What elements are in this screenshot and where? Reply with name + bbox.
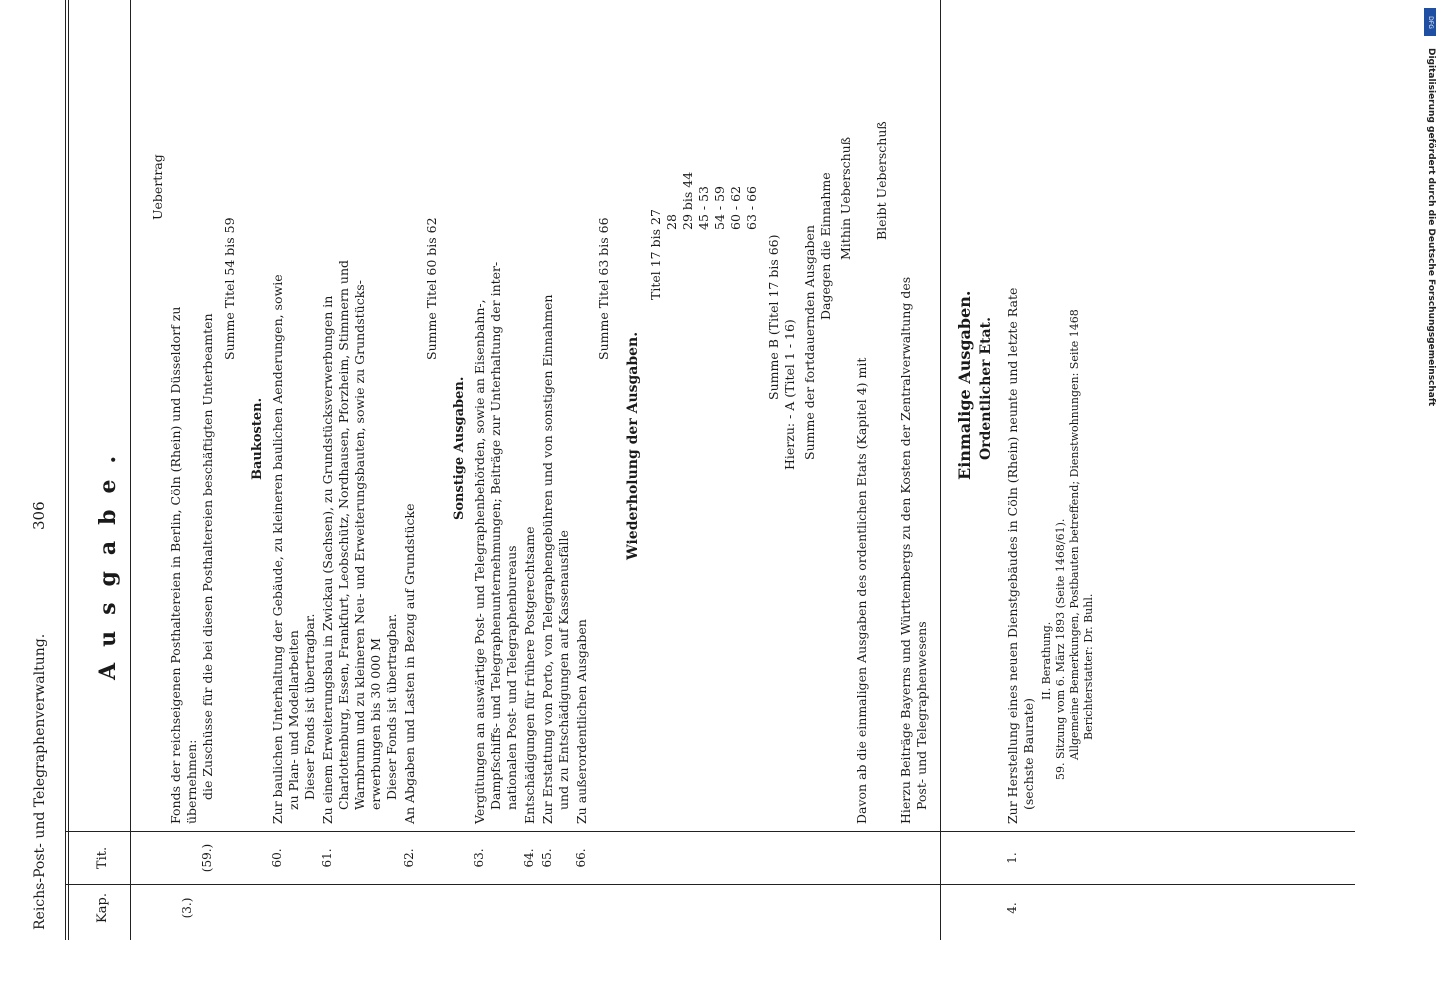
row-text: Hierzu Beiträge Bayerns und Württembergs zu den Kosten der Zentralverwaltung des <box>898 276 913 824</box>
note-text: Allgemeine Bemerkungen, Postbauten betreffend; Dienstwohnungen: Seite 1468 <box>1068 309 1081 760</box>
row-text: Dieser Fonds ist übertragbar. <box>384 613 399 800</box>
recap-label: Titel 17 bis 27 <box>648 209 663 300</box>
row-text: Vergütungen an auswärtige Post- und Telegraphenbehörden, sowie an Eisenbahn-, <box>472 299 487 824</box>
row-text: An Abgaben und Lasten in Bezug auf Grundstücke <box>402 503 417 824</box>
digitization-note-text: Digitalisierung gefördert durch die Deutsche Forschungsgemeinschaft <box>1426 48 1436 407</box>
row-text: Dampfschiffs- und Telegraphenunternehmungen; Beiträge zur Unterhaltung der inter- <box>488 261 503 810</box>
row-text: Zur baulichen Unterhaltung der Gebäude, zu kleineren baulichen Aenderungen, sowie <box>270 274 285 824</box>
recap-label: Summe der fortdauernden Ausgaben <box>802 225 817 460</box>
note-text: 59. Sitzung vom 6. März 1893 (Seite 1468/61). <box>1054 518 1067 780</box>
row-text: Zur Erstattung von Porto, von Telegraphengebühren und von sonstigen Einnahmen <box>540 294 555 824</box>
subsection-heading: Ordentlicher Etat. <box>978 317 994 460</box>
row-text: Zur Herstellung eines neuen Dienstgebäudes in Cöln (Rhein) neunte und letzte Rate <box>1005 287 1020 824</box>
section-heading: Einmalige Ausgaben. <box>955 290 974 480</box>
col-divider-tit <box>65 831 1355 832</box>
subsection-heading: Sonstige Ausgaben. <box>452 376 467 520</box>
row-text: Fonds der reichseigenen Posthaltereien in Berlin, Cöln (Rhein) und Düsseldorf zu <box>168 306 183 824</box>
running-head: Reichs-Post- und Telegraphenverwaltung. <box>32 633 48 930</box>
tit-label: (59.) <box>200 843 214 873</box>
recap-label: 28 <box>664 214 679 230</box>
row-text: Post- und Telegraphenwesens <box>914 621 929 810</box>
row-text: übernehmen: <box>184 739 199 824</box>
col-tit-heading: Tit. <box>95 846 110 870</box>
note-text: Berichterstatter: Dr. Buhl. <box>1082 593 1095 740</box>
tit-label: 65. <box>540 848 554 868</box>
kap-label: (3.) <box>180 897 194 919</box>
recap-label: Mithin Ueberschuß <box>838 136 853 260</box>
recap-label: 60 - 62 <box>728 186 743 230</box>
recap-label: 63 - 66 <box>744 186 759 230</box>
kap-label: 4. <box>1005 902 1019 914</box>
tit-label: 63. <box>472 848 486 868</box>
recap-label: Bleibt Ueberschuß <box>874 121 889 240</box>
row-text: und zu Entschädigungen auf Kassenausfälle <box>556 530 571 810</box>
section-title: Ausgabe. <box>95 439 121 680</box>
recap-label: 45 - 53 <box>696 186 711 230</box>
sum-label: Summe Titel 54 bis 59 <box>222 217 237 360</box>
page-number: 306 <box>30 501 48 530</box>
col-divider-kap <box>65 884 1355 885</box>
recap-label: 54 - 59 <box>712 186 727 230</box>
tit-label: 62. <box>402 848 416 868</box>
dfg-logo: DFG <box>1424 8 1436 36</box>
row-text: Entschädigungen für frühere Postgerechtsame <box>522 526 537 824</box>
recap-label: Dagegen die Einnahme <box>818 172 833 320</box>
tit-label: 1. <box>1005 852 1019 864</box>
recap-label: Summe B (Titel 17 bis 66) <box>766 234 781 400</box>
recap-heading: Wiederholung der Ausgaben. <box>625 331 641 560</box>
row-text: (sechste Baurate) <box>1021 698 1036 810</box>
row-text: nationalen Post- und Telegraphenbureaus <box>504 545 519 810</box>
tit-label: 61. <box>320 848 334 868</box>
recap-label: Hierzu: - A (Titel 1 - 16) <box>782 319 797 470</box>
tit-label: 64. <box>522 848 536 868</box>
row-text: Zu einem Erweiterungsbau in Zwickau (Sachsen), zu Grundstücksverwerbungen in <box>320 295 335 824</box>
table-top-rule <box>65 0 66 940</box>
row-text: die Zuschüsse für die bei diesen Posthaltereien beschäftigten Unterbeamten <box>200 313 215 800</box>
sum-label: Summe Titel 63 bis 66 <box>596 217 611 360</box>
tit-label: 60. <box>270 848 284 868</box>
table-top-rule-2 <box>68 0 69 940</box>
col-kap-heading: Kap. <box>95 893 110 923</box>
row-text: Warnbrunn und zu kleineren Neu- und Erweiterungsbauten, sowie zu Grundstücks- <box>352 280 367 810</box>
row-text: Charlottenburg, Essen, Frankfurt, Leobschütz, Nordhausen, Pforzheim, Stimmern und <box>336 260 351 810</box>
note-text: II. Berathung. <box>1040 621 1053 700</box>
row-text: zu Plan- und Modellarbeiten <box>286 630 301 810</box>
recap-label: Davon ab die einmaligen Ausgaben des ordentlichen Etats (Kapitel 4) mit <box>854 357 869 824</box>
uebertrag-label: Uebertrag <box>150 154 165 220</box>
row-text: Dieser Fonds ist übertragbar. <box>302 613 317 800</box>
tit-label: 66. <box>574 848 588 868</box>
header-bottom-rule <box>130 0 131 940</box>
row-text: erwerbungen bis 30 000 M <box>368 638 383 810</box>
subsection-heading: Baukosten. <box>250 397 265 480</box>
section-rule <box>940 0 941 940</box>
sum-label: Summe Titel 60 bis 62 <box>424 217 439 360</box>
row-text: Zu außerordentlichen Ausgaben <box>574 619 589 824</box>
recap-label: 29 bis 44 <box>680 171 695 230</box>
